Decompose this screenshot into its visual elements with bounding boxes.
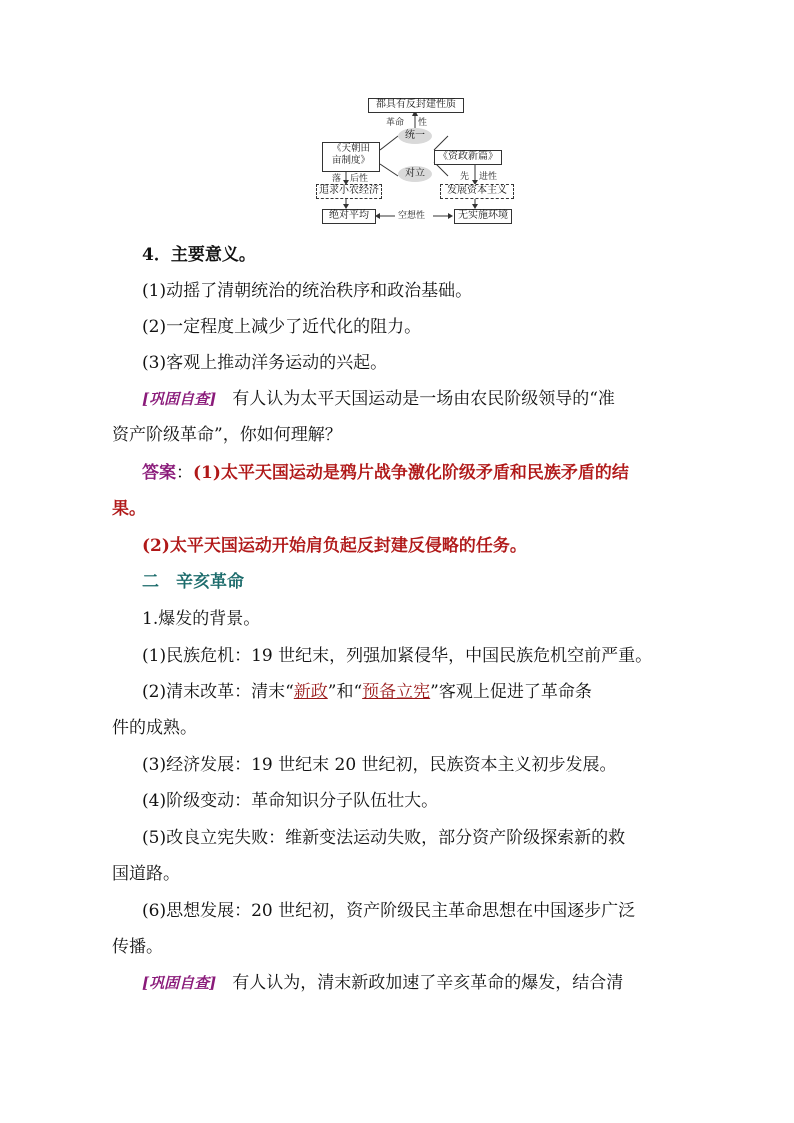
diagram-left-label-a: 落	[332, 174, 342, 184]
check1-question-line1	[142, 388, 615, 410]
diagram-top-box: 都具有反封建性质	[368, 98, 464, 113]
section2-p5-cont: 国道路。	[112, 864, 180, 884]
section4-item-1: (1)动摇了清朝统治的统治秩序和政治基础。	[142, 281, 473, 301]
check1-text-1: 有人认为太平天国运动是一场由农民阶级领导的“准	[232, 389, 615, 409]
section2-p4: (4)阶级变动：革命知识分子队伍壮大。	[142, 791, 439, 811]
section2-title: 二 辛亥革命	[142, 572, 244, 592]
answer-colon: ：	[176, 463, 193, 483]
diagram-left-book-line1: 《天朝田	[331, 143, 370, 154]
section2-p6: (6)思想发展：20 世纪初，资产阶级民主革命思想在中国逐步广泛	[142, 901, 636, 921]
diagram-oval-unity: 统一	[398, 128, 432, 144]
diagram-left-dashed-box: 追求小农经济	[316, 184, 382, 199]
section2-p2-a: (2)清末改革：清末“	[142, 682, 294, 702]
diagram-label-revolution: 革命	[386, 118, 405, 128]
diagram-right-dashed-box: 发展资本主义	[440, 184, 514, 199]
section2-p3: (3)经济发展：19 世纪末 20 世纪初，民族资本主义初步发展。	[142, 755, 617, 775]
section2-p6-cont: 传播。	[112, 937, 163, 957]
diagram-left-book-box	[322, 142, 380, 172]
answer-text-1: (1)太平天国运动是鸦片战争激化阶级矛盾和民族矛盾的结	[193, 463, 629, 483]
section2-p2	[142, 681, 592, 703]
section4-title: 4．主要意义。	[142, 245, 256, 265]
section2-p2-b: ”和“	[327, 682, 363, 702]
check2-text-1: 有人认为，清末新政加速了辛亥革命的爆发，结合清	[232, 973, 624, 993]
diagram-right-book-box: 《资政新篇》	[434, 150, 502, 165]
diagram-left-book-line2: 亩制度》	[331, 155, 370, 166]
section2-p2-c: ”客观上促进了革命条	[430, 682, 592, 702]
section2-p2-cont: 件的成熟。	[112, 718, 197, 738]
check1-tag: [巩固自查]	[142, 390, 217, 408]
diagram-right-label-a: 先	[460, 172, 470, 182]
diagram-label-nature: 性	[418, 118, 428, 128]
term-xinzheng: 新政	[293, 682, 328, 702]
answer-line3: (2)太平天国运动开始肩负起反封建反侵略的任务。	[142, 536, 527, 556]
section2-p1: (1)民族危机：19 世纪末，列强加紧侵华，中国民族危机空前严重。	[142, 646, 653, 666]
diagram-right-label-b: 进性	[479, 172, 498, 182]
answer-line2: 果。	[112, 499, 146, 519]
diagram-bottom-right-box: 无实施环境	[454, 209, 512, 224]
diagram-bottom-left-box: 绝对平均	[322, 209, 376, 224]
check2-question-line1	[142, 972, 623, 994]
section2-sub1: 1.爆发的背景。	[142, 609, 261, 629]
concept-diagram	[300, 92, 530, 232]
diagram-oval-opposition: 对立	[398, 166, 432, 182]
section4-item-2: (2)一定程度上减少了近代化的阻力。	[142, 317, 422, 337]
section4-item-3: (3)客观上推动洋务运动的兴起。	[142, 353, 388, 373]
term-yubei-lixian: 预备立宪	[362, 682, 431, 702]
section2-p5: (5)改良立宪失败：维新变法运动失败，部分资产阶级探索新的救	[142, 828, 626, 848]
diagram-bottom-middle-label: 空想性	[398, 211, 426, 221]
diagram-left-label-b: 后性	[350, 174, 369, 184]
check1-question-line2: 资产阶级革命”，你如何理解？	[112, 425, 342, 445]
answer-label: 答案	[142, 463, 176, 483]
check2-tag: [巩固自查]	[142, 974, 217, 992]
answer-line1	[142, 462, 629, 484]
